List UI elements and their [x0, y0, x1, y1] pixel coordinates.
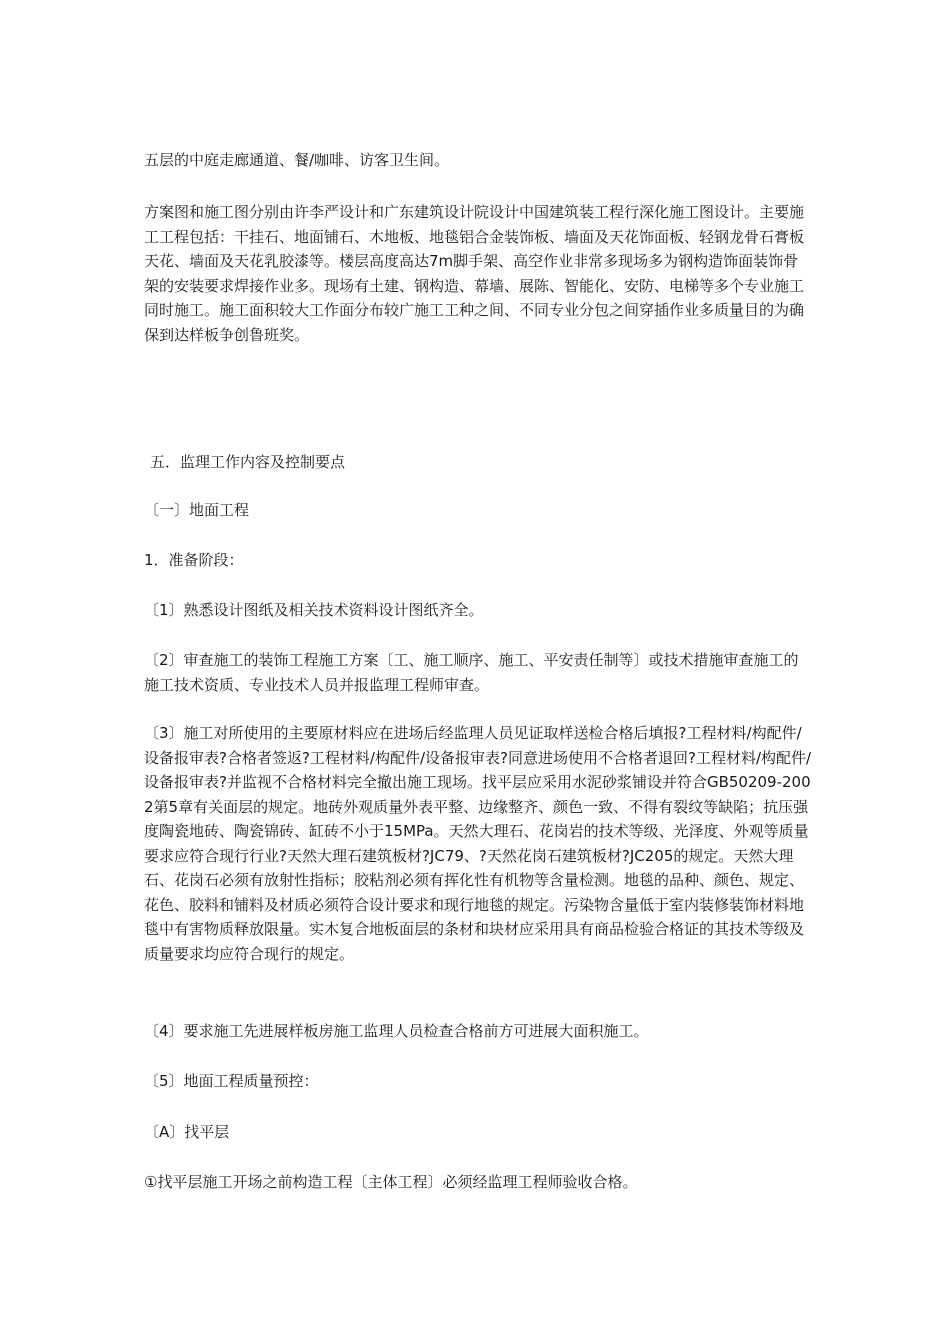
subsection-heading: 〔一〕地面工程	[144, 501, 250, 519]
list-item-3: 〔3〕施工对所使用的主要原材料应在进场后经监理人员见证取样送检合格后填报?工程材料/构配件/设备报审表?合格者签返?工程材料/构配件/设备报审表?同意进场使用不合格者退回?工程材料/构配件/设备报审表?并监视不合格材料完全撤出施工现场。找平层应采用水泥砂浆铺设并符合GB50209-2002第5章有关面层的规定。地砖外观质量外表平整、边缘整齐、颜色一致、不得有裂纹等缺陷；抗压强度陶瓷地砖、陶瓷锦砖、缸砖不小于15MPa。天然大理石、花岗岩的技术等级、光泽度、外观等质量要求应符合现行行业?天然大理石建筑板材?JC79、?天然花岗石建筑板材?JC205的规定。天然大理石、花岗石必须有放射性指标；胶粘剂必须有挥化性有机物等含量检测。地毯的品种、颜色、规定、花色、胶料和铺料及材质必须符合设计要求和现行地毯的规定。污染物含量低于室内装修装饰材料地毯中有害物质释放限量。实木复合地板面层的条材和块材应采用具有商品检验合格证的其技术等级及质量要求均应符合现行的规定。	[144, 724, 812, 963]
stage-heading: 1．准备阶段：	[144, 551, 244, 569]
paragraph-intro: 五层的中庭走廊通道、餐/咖啡、访客卫生间。	[144, 151, 450, 169]
list-item-2: 〔2〕审查施工的装饰工程施工方案〔工、施工顺序、施工、平安责任制等〕或技术措施审查施工的施工技术资质、专业技术人员并报监理工程师审查。	[144, 651, 799, 694]
list-item-4: 〔4〕要求施工先进展样板房施工监理人员检查合格前方可进展大面积施工。	[144, 1022, 649, 1040]
sub-item-a-1: ①找平层施工开场之前构造工程〔主体工程〕必须经监理工程师验收合格。	[144, 1173, 638, 1191]
section-heading: 五．监理工作内容及控制要点	[150, 453, 346, 471]
paragraph-project-description: 方案图和施工图分别由许李严设计和广东建筑设计院设计中国建筑装工程行深化施工图设计。主要施工工程包括：干挂石、地面铺石、木地板、地毯铝合金装饰板、墙面及天花饰面板、轻钢龙骨石膏板天花、墙面及天花乳胶漆等。楼层高度高达7m脚手架、高空作业非常多现场多为钢构造饰面装饰骨架的安装要求焊接作业多。现场有土建、钢构造、幕墙、展陈、智能化、安防、电梯等多个专业施工同时施工。施工面积较大工作面分布较广施工工种之间、不同专业分包之间穿插作业多质量目的为确保到达样板争创鲁班奖。	[144, 203, 805, 344]
list-item-1: 〔1〕熟悉设计图纸及相关技术资料设计图纸齐全。	[144, 601, 484, 619]
list-item-5: 〔5〕地面工程质量预控：	[144, 1072, 319, 1090]
sub-item-a: 〔A〕找平层	[144, 1123, 230, 1141]
